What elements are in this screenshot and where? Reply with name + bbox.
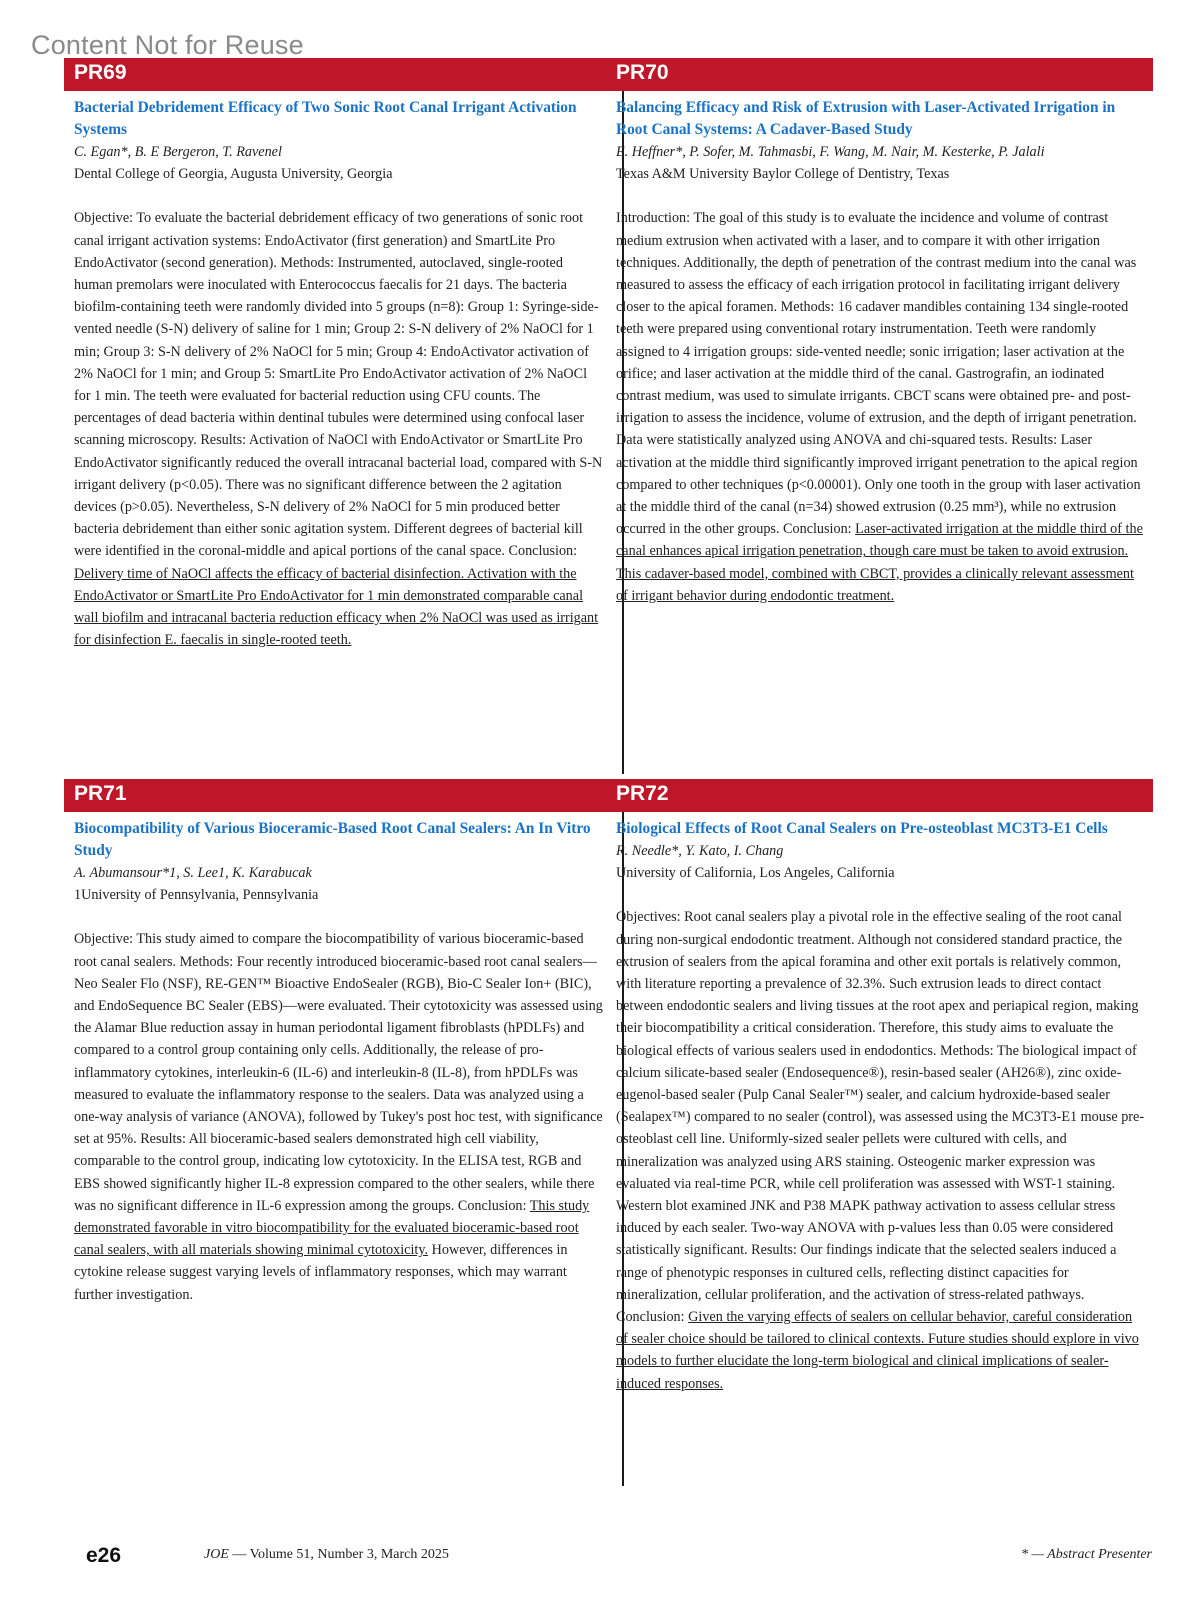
presenter-note: * — Abstract Presenter — [1020, 1547, 1152, 1562]
abstract-pr72 — [616, 818, 1146, 1395]
abstract-conclusion: Delivery time of NaOCl affects the efficacy of bacterial disinfection. Activation with the EndoActivator or SmartLite Pro EndoActivator for 1 min demonstrated comparable canal wall biofilm and intracanal bacteria reduction efficacy when 2% NaOCl was used as irrigant for disinfection E. faecalis in single-rooted teeth. — [74, 565, 599, 649]
abstract-text: Objective: To evaluate the bacterial debridement efficacy of two generations of sonic root canal irrigant activation systems: EndoActivator (first generation) and SmartLite Pro EndoActivator (second generation). Methods: Instrumented, autoclaved, single-rooted human premolars were inoculated with Enterococcus faecalis for 21 days. The bacteria biofilm-containing teeth were randomly divided into 5 groups (n=8): Group 1: Syringe-side-vented needle (S-N) delivery of saline for 1 min; Group 2: S-N delivery of 2% NaOCl for 1 min; Group 3: S-N delivery of 2% NaOCl for 5 min; Group 4: EndoActivator activation of 2% NaOCl for 1 min; and Group 5: SmartLite Pro EndoActivator activation of 2% NaOCl for 1 min. The teeth were evaluated for bacterial reduction using CFU counts. The percentages of dead bacteria within dentinal tubules were determined using confocal laser scanning microscopy. Results: Activation of NaOCl with EndoActivator or SmartLite Pro EndoActivator significantly reduced the overall intracanal bacterial load, compared with S-N irrigant delivery (p<0.05). There was no significant difference between the 2 agitation devices (p>0.05). Nevertheless, S-N delivery of 2% NaOCl for 5 min produced better bacteria debridement than either sonic agitation system. Different degrees of bacterial kill were identified in the coronal-middle and apical portions of the canal space. Conclusion: — [74, 210, 603, 560]
abstract-body — [616, 207, 1146, 607]
abstract-affiliation: University of California, Los Angeles, California — [616, 865, 895, 882]
section-band-top — [64, 58, 1153, 91]
journal-citation — [204, 1547, 449, 1563]
abstract-id: PR69 — [74, 61, 127, 84]
watermark: Content Not for Reuse — [31, 30, 304, 60]
abstract-text: Objectives: Root canal sealers play a pivotal role in the effective sealing of the root canal during non-surgical endodontic treatment. Although not considered standard practice, the extrusion of sealers from the apical foramina and other exit portals is relatively common, with literature reporting a prevalence of 32.3%. Such extrusion leads to direct contact between endodontic sealers and living tissues at the root apex and periapical region, making their biocompatibility a critical consideration. Therefore, this study aims to evaluate the biological effects of various sealers used in endodontics. Methods: The biological impact of calcium silicate-based sealer (Endosequence®), resin-based sealer (AH26®), zinc oxide-eugenol-based sealer (Pulp Canal Sealer™) sealer, and calcium hydroxide-based sealer (Sealapex™) compared to no sealer (control), was assessed using the MC3T3-E1 mouse pre-osteoblast cell line. Uniformly-sized sealer pellets were cultured with cells, and mineralization was analyzed using ARS staining. Osteogenic marker expression was evaluated via real-time PCR, while cell proliferation was assessed with WST-1 staining. Western blot examined JNK and P38 MAPK pathway activation to assess cellular stress induced by each sealer. Two-way ANOVA with p-values less than 0.05 were considered statistically significant. Results: Our findings indicate that the selected sealers induced a range of phenotypic responses in cultured cells, reflecting distinct capacities for mineralization, cellular proliferation, and the activation of stress-related pathways. Conclusion: — [616, 909, 1145, 1326]
abstract-affiliation: Dental College of Georgia, Augusta University, Georgia — [74, 166, 393, 183]
abstract-conclusion: Given the varying effects of sealers on cellular behavior, careful consideration of sealer choice should be tailored to clinical contexts. Future studies should explore in vivo models to further elucidate the long-term biological and clinical implications of sealer-induced responses. — [616, 1309, 1139, 1392]
section-band-bottom — [64, 779, 1153, 812]
abstract-conclusion: This study demonstrated favorable in vitro biocompatibility for the evaluated bioceramic-based root canal sealers, with all materials showing minimal cytotoxicity. — [74, 1197, 590, 1259]
abstract-title: Bacterial Debridement Efficacy of Two Sonic Root Canal Irrigant Activation Systems — [74, 99, 577, 138]
abstract-text: Introduction: The goal of this study is to evaluate the incidence and volume of contrast medium extrusion when activated with a laser, and to compare it with other irrigation techniques. Additionally, the depth of penetration of the contrast medium into the canal was measured to assess the efficacy of each irrigation protocol in facilitating irrigant delivery closer to the apical foramen. Methods: 16 cadaver mandibles containing 134 single-rooted teeth were prepared using conventional rotary instrumentation. Teeth were randomly assigned to 4 irrigation groups: side-vented needle; sonic irrigation; laser activation at the orifice; and laser activation at the middle third of the canal. Gastrografin, an iodinated contrast medium, was used to simulate irrigants. CBCT scans were obtained pre- and post-irrigation to assess the incidence, volume of extrusion, and the depth of irrigant penetration. Data were statistically analyzed using ANOVA and chi-squared tests. Results: Laser activation at the middle third significantly improved irrigant penetration to the apical region compared to other techniques (p<0.00001). Only one tooth in the group with laser activation at the middle third of the canal (n=34) showed extrusion (0.25 mm³), while no extrusion occurred in the other groups. Conclusion: — [616, 210, 1141, 538]
abstract-body — [74, 928, 604, 1305]
abstract-title: Biological Effects of Root Canal Sealers on Pre-osteoblast MC3T3-E1 Cells — [616, 820, 1108, 837]
abstract-tail: However, differences in cytokine release suggest varying levels of inflammatory responses, which may warrant further investigation. — [74, 1242, 568, 1303]
abstract-title: Biocompatibility of Various Bioceramic-Based Root Canal Sealers: An In Vitro Study — [74, 820, 591, 859]
abstract-id: PR71 — [74, 782, 127, 805]
abstract-body — [74, 207, 604, 651]
abstract-authors: A. Abumansour*1, S. Lee1, K. Karabucak — [74, 865, 312, 881]
abstract-affiliation: Texas A&M University Baylor College of Dentistry, Texas — [616, 166, 950, 183]
abstract-body — [616, 906, 1146, 1394]
abstract-title: Balancing Efficacy and Risk of Extrusion with Laser-Activated Irrigation in Root Canal Systems: A Cadaver-Based Study — [616, 99, 1116, 138]
page-number: e26 — [86, 1544, 122, 1567]
journal-name: JOE — [204, 1547, 229, 1562]
abstract-pr70 — [616, 97, 1146, 607]
abstract-pr71 — [74, 818, 604, 1306]
journal-issue: — Volume 51, Number 3, March 2025 — [232, 1547, 449, 1562]
abstract-conclusion: Laser-activated irrigation at the middle third of the canal enhances apical irrigation penetration, though care must be taken to avoid extrusion. This cadaver-based model, combined with CBCT, provides a clinically relevant assessment of irrigant behavior during endodontic treatment. — [616, 521, 1143, 604]
abstract-id: PR72 — [616, 782, 669, 805]
abstract-affiliation: 1University of Pennsylvania, Pennsylvania — [74, 887, 319, 904]
abstract-authors: R. Needle*, Y. Kato, I. Chang — [616, 843, 784, 859]
abstract-authors: C. Egan*, B. E Bergeron, T. Ravenel — [74, 144, 282, 160]
abstract-id: PR70 — [616, 61, 669, 84]
abstract-pr69 — [74, 97, 604, 651]
abstract-text: Objective: This study aimed to compare the biocompatibility of various bioceramic-based root canal sealers. Methods: Four recently introduced bioceramic-based root canal sealers—Neo Sealer Flo (NSF), RE-GEN™ Bioactive EndoSealer (RGB), Bio-C Sealer Ion+ (BIC), and EndoSequence BC Sealer (EBS)—were evaluated. Their cytotoxicity was assessed using the Alamar Blue reduction assay in human periodontal ligament fibroblasts (hPDLFs) and compared to a control group containing only cells. Additionally, the release of pro-inflammatory cytokines, interleukin-6 (IL-6) and interleukin-8 (IL-8), from hPDLFs was measured to evaluate the inflammatory response to the sealers. Data was analyzed using a one-way analysis of variance (ANOVA), followed by Tukey's post hoc test, with significance set at 95%. Results: All bioceramic-based sealers demonstrated high cell viability, comparable to the control group, indicating low cytotoxicity. In the ELISA test, RGB and EBS showed significantly higher IL-8 expression compared to the other sealers, while there was no significant difference in IL-6 expression among the groups. Conclusion: — [74, 931, 603, 1214]
abstract-authors: E. Heffner*, P. Sofer, M. Tahmasbi, F. Wang, M. Nair, M. Kesterke, P. Jalali — [616, 144, 1045, 160]
